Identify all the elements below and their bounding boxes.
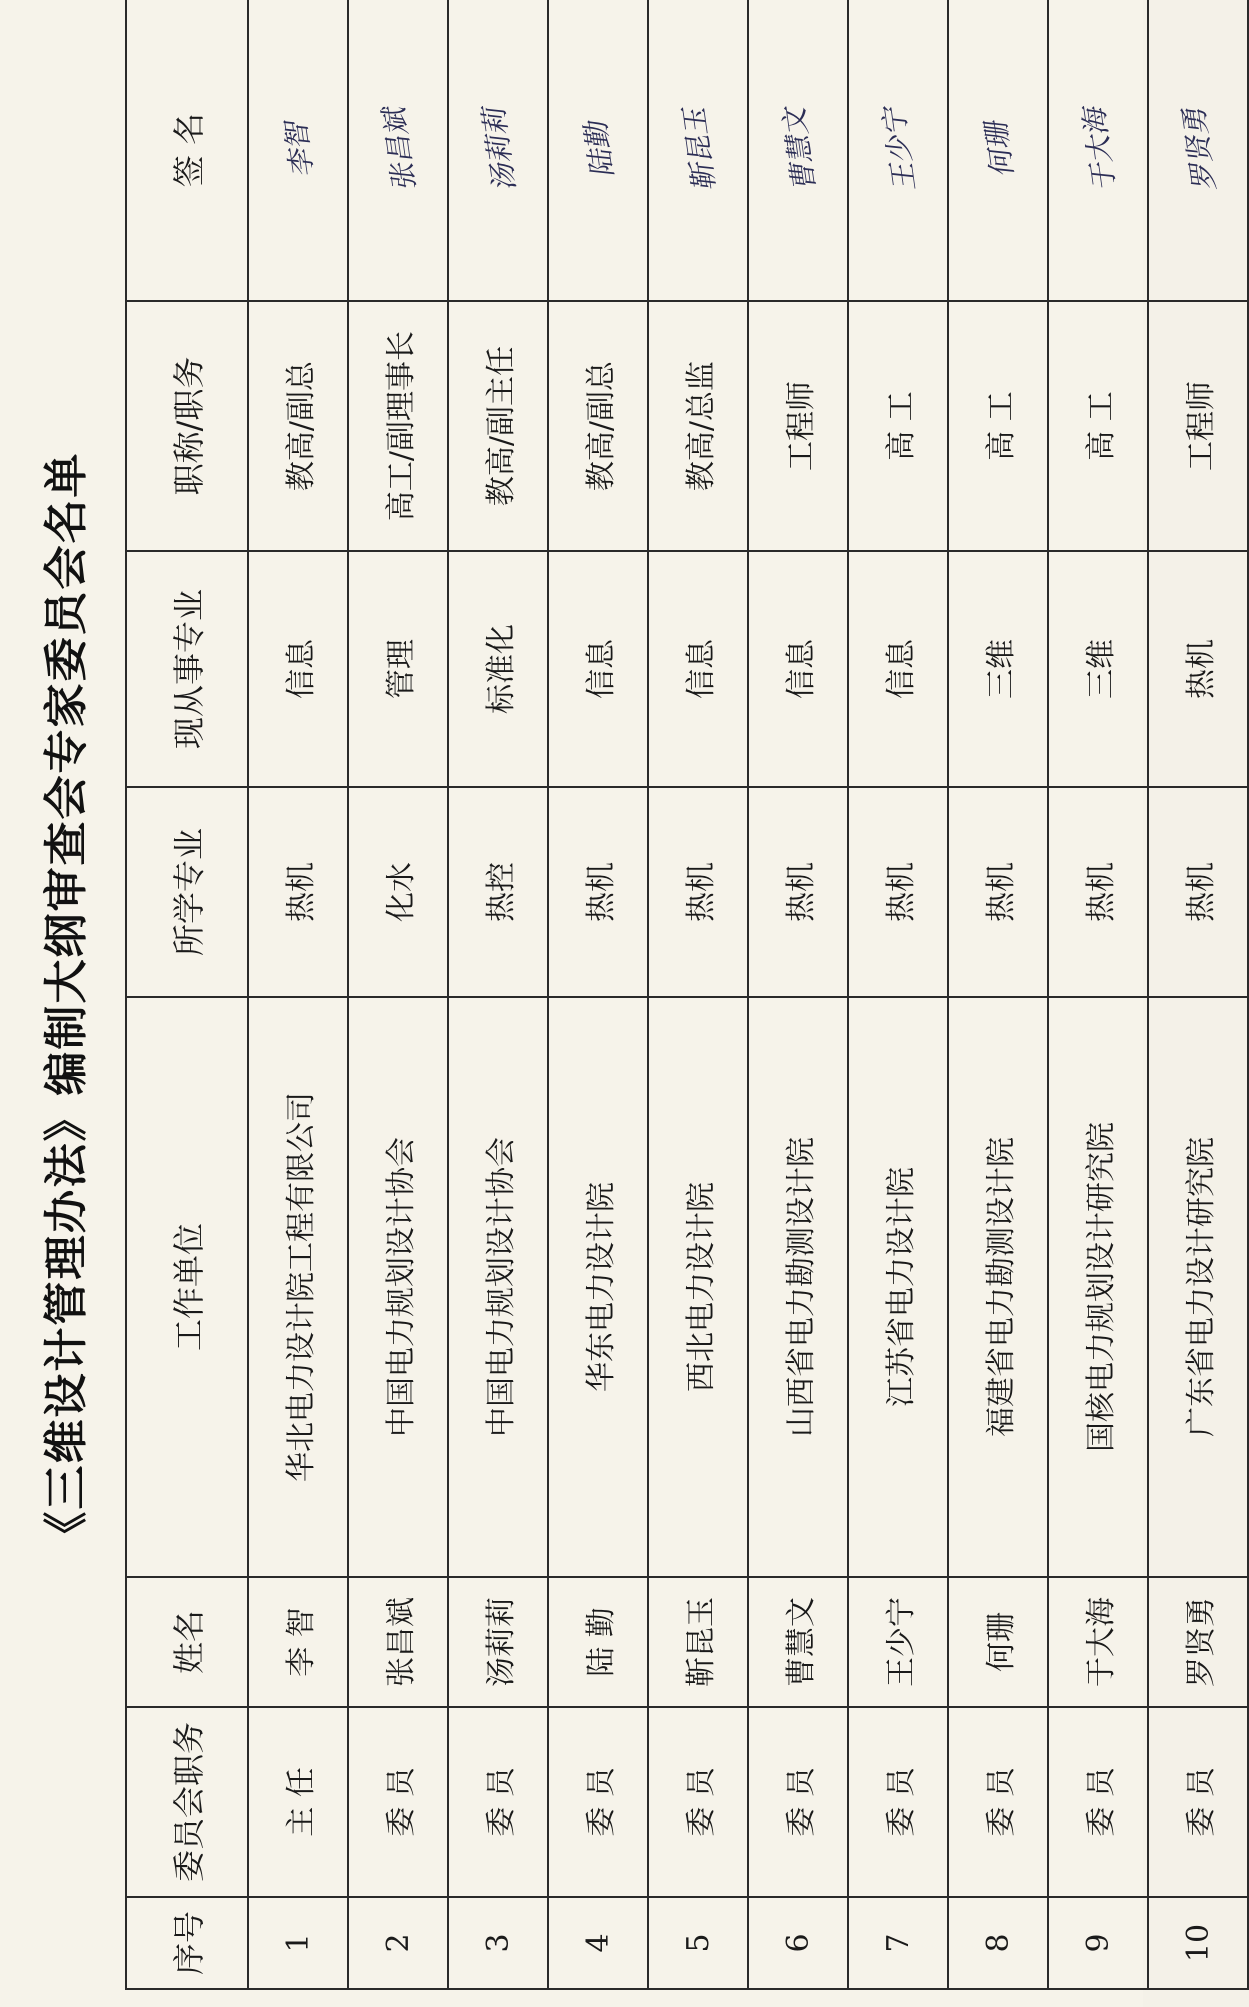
cell-major: 热机 <box>748 787 848 997</box>
cell-signature <box>348 0 448 301</box>
document-title: 《三维设计管理办法》编制大纲审查会专家委员会名单 <box>41 451 92 1556</box>
cell-role: 委 员 <box>348 1707 448 1897</box>
handwritten-signature: 于大海 <box>1077 105 1122 194</box>
handwritten-signature: 陆勤 <box>579 119 620 180</box>
cell-major: 热机 <box>948 787 1048 997</box>
cell-no: 5 <box>648 1897 748 1989</box>
cell-title: 教高/副主任 <box>448 301 548 551</box>
cell-major: 化水 <box>348 787 448 997</box>
cell-role: 委 员 <box>948 1707 1048 1897</box>
cell-role: 委 员 <box>548 1707 648 1897</box>
cell-organization: 华东电力设计院 <box>548 997 648 1577</box>
cell-organization: 广东省电力设计研究院 <box>1148 997 1248 1577</box>
cell-no: 3 <box>448 1897 548 1989</box>
header-name: 姓名 <box>126 1577 248 1707</box>
header-organization: 工作单位 <box>126 997 248 1577</box>
cell-role: 委 员 <box>648 1707 748 1897</box>
cell-name: 罗贤勇 <box>1148 1577 1248 1707</box>
table-header-row <box>126 0 248 1989</box>
cell-field: 信息 <box>748 551 848 787</box>
cell-signature <box>848 0 948 301</box>
cell-no: 9 <box>1048 1897 1148 1989</box>
cell-signature <box>1148 0 1248 301</box>
cell-organization: 中国电力规划设计协会 <box>348 997 448 1577</box>
cell-title: 教高/副总 <box>248 301 348 551</box>
cell-major: 热控 <box>448 787 548 997</box>
cell-title: 高 工 <box>948 301 1048 551</box>
cell-title: 工程师 <box>748 301 848 551</box>
cell-role: 委 员 <box>1148 1707 1248 1897</box>
cell-title: 教高/总监 <box>648 301 748 551</box>
cell-organization: 江苏省电力设计院 <box>848 997 948 1577</box>
cell-major: 热机 <box>548 787 648 997</box>
cell-no: 2 <box>348 1897 448 1989</box>
handwritten-signature: 汤莉莉 <box>477 105 522 194</box>
cell-role: 主 任 <box>248 1707 348 1897</box>
cell-title: 高工/副理事长 <box>348 301 448 551</box>
cell-signature <box>548 0 648 301</box>
table-row <box>548 0 648 1989</box>
cell-name: 陆 勤 <box>548 1577 648 1707</box>
cell-role: 委 员 <box>748 1707 848 1897</box>
table-row <box>1148 0 1248 1989</box>
table-row <box>648 0 748 1989</box>
header-no: 序号 <box>126 1897 248 1989</box>
cell-major: 热机 <box>1048 787 1148 997</box>
cell-title: 教高/副总 <box>548 301 648 551</box>
cell-no: 4 <box>548 1897 648 1989</box>
cell-signature <box>448 0 548 301</box>
handwritten-signature: 罗贤勇 <box>1177 105 1222 194</box>
cell-field: 标准化 <box>448 551 548 787</box>
header-title-position: 职称/职务 <box>126 301 248 551</box>
header-current-field: 现从事专业 <box>126 551 248 787</box>
header-signature: 签 名 <box>126 0 248 301</box>
cell-name: 汤莉莉 <box>448 1577 548 1707</box>
cell-organization: 山西省电力勘测设计院 <box>748 997 848 1577</box>
cell-signature <box>1048 0 1148 301</box>
handwritten-signature: 李智 <box>279 119 320 180</box>
cell-organization: 西北电力设计院 <box>648 997 748 1577</box>
table-row <box>748 0 848 1989</box>
cell-name: 王少宁 <box>848 1577 948 1707</box>
cell-name: 何珊 <box>948 1577 1048 1707</box>
cell-no: 10 <box>1148 1897 1248 1989</box>
table-row <box>948 0 1048 1989</box>
handwritten-signature: 王少宁 <box>877 105 922 194</box>
cell-major: 热机 <box>848 787 948 997</box>
cell-major: 热机 <box>648 787 748 997</box>
table-row <box>248 0 348 1989</box>
cell-field: 信息 <box>548 551 648 787</box>
cell-organization: 国核电力规划设计研究院 <box>1048 997 1148 1577</box>
cell-title: 高 工 <box>848 301 948 551</box>
table-row <box>448 0 548 1989</box>
cell-field: 管理 <box>348 551 448 787</box>
cell-major: 热机 <box>1148 787 1248 997</box>
expert-committee-table <box>125 0 1249 1990</box>
cell-role: 委 员 <box>448 1707 548 1897</box>
cell-field: 三维 <box>948 551 1048 787</box>
cell-signature <box>648 0 748 301</box>
handwritten-signature: 曹慧文 <box>777 105 822 194</box>
cell-signature <box>248 0 348 301</box>
cell-title: 工程师 <box>1148 301 1248 551</box>
handwritten-signature: 何珊 <box>979 119 1020 180</box>
cell-organization: 中国电力规划设计协会 <box>448 997 548 1577</box>
cell-title: 高 工 <box>1048 301 1148 551</box>
cell-name: 张昌斌 <box>348 1577 448 1707</box>
handwritten-signature: 靳昆玉 <box>677 105 722 194</box>
table-row <box>1048 0 1148 1989</box>
cell-name: 李 智 <box>248 1577 348 1707</box>
cell-major: 热机 <box>248 787 348 997</box>
cell-field: 信息 <box>248 551 348 787</box>
table-row <box>348 0 448 1989</box>
cell-no: 7 <box>848 1897 948 1989</box>
header-committee-role: 委员会职务 <box>126 1707 248 1897</box>
cell-field: 信息 <box>648 551 748 787</box>
cell-signature <box>948 0 1048 301</box>
cell-no: 8 <box>948 1897 1048 1989</box>
cell-no: 6 <box>748 1897 848 1989</box>
cell-field: 信息 <box>848 551 948 787</box>
cell-role: 委 员 <box>1048 1707 1148 1897</box>
table-row <box>848 0 948 1989</box>
cell-organization: 华北电力设计院工程有限公司 <box>248 997 348 1577</box>
header-major: 所学专业 <box>126 787 248 997</box>
handwritten-signature: 张昌斌 <box>377 105 422 194</box>
cell-no: 1 <box>248 1897 348 1989</box>
cell-field: 三维 <box>1048 551 1148 787</box>
cell-organization: 福建省电力勘测设计院 <box>948 997 1048 1577</box>
cell-name: 曹慧文 <box>748 1577 848 1707</box>
cell-name: 于大海 <box>1048 1577 1148 1707</box>
cell-role: 委 员 <box>848 1707 948 1897</box>
cell-name: 靳昆玉 <box>648 1577 748 1707</box>
cell-field: 热机 <box>1148 551 1248 787</box>
cell-signature <box>748 0 848 301</box>
